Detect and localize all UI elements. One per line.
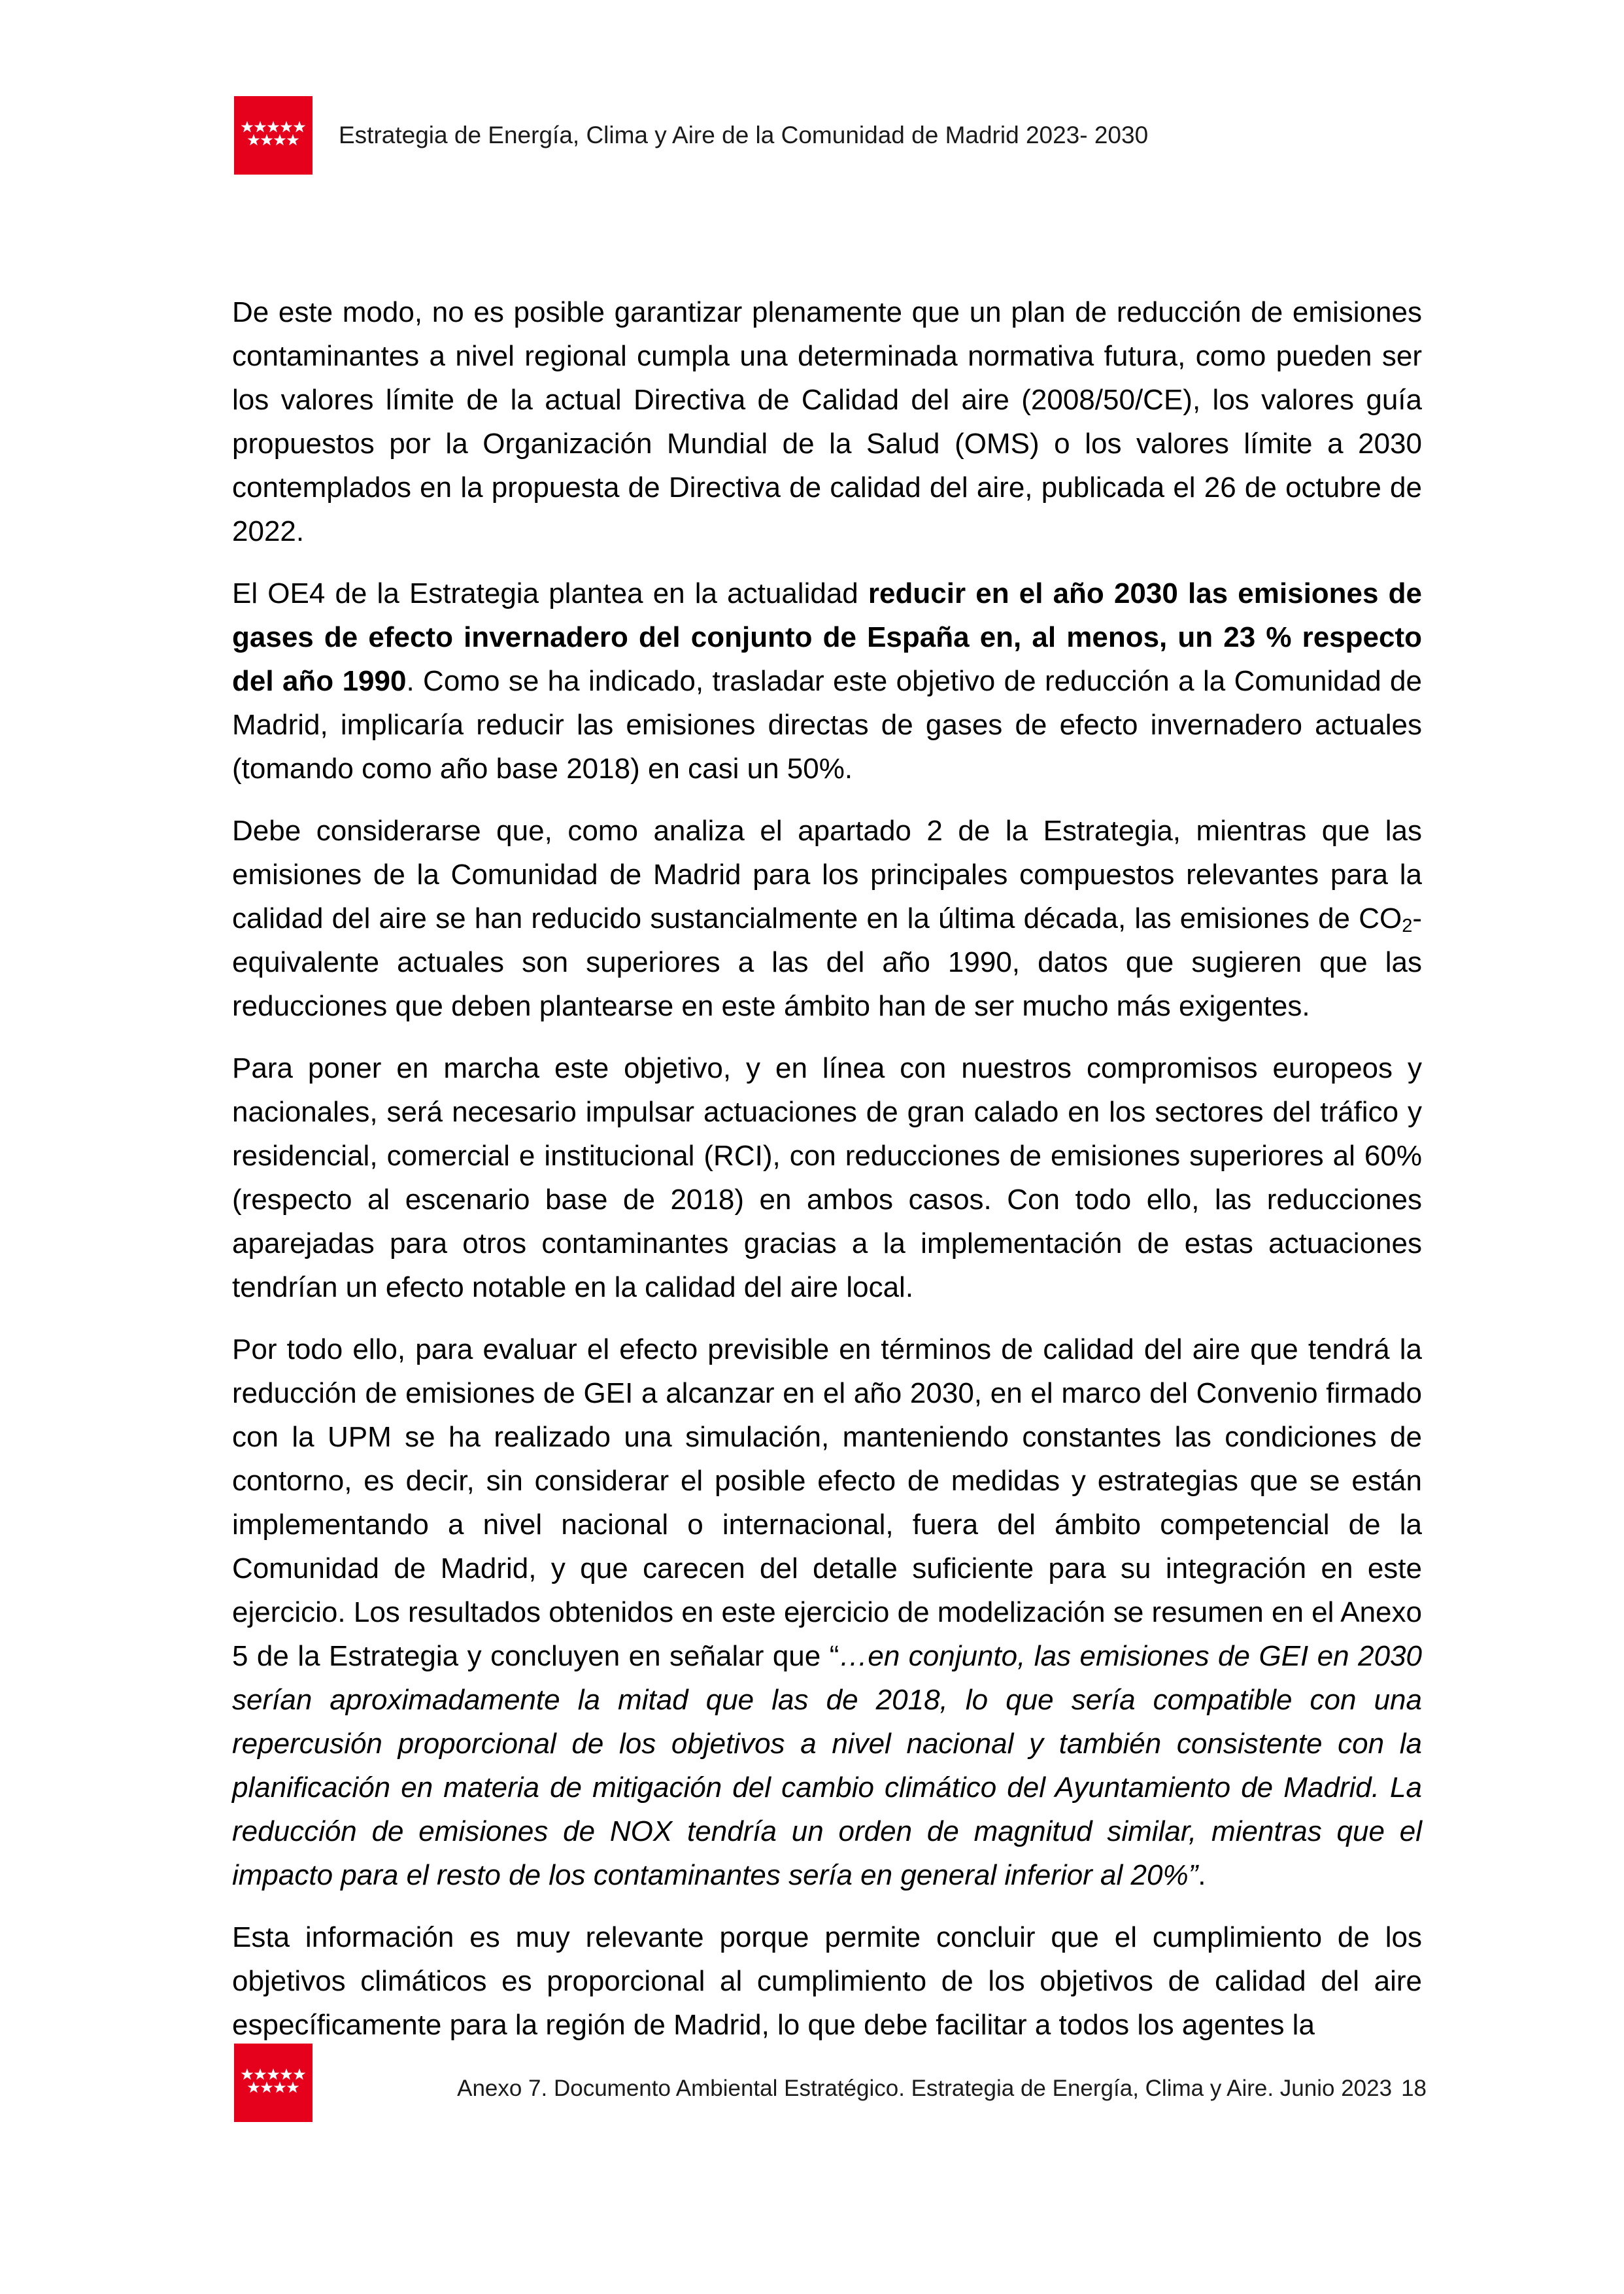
- paragraph-3: [232, 809, 1422, 1028]
- paragraph-3-lead: Debe considerarse que, como analiza el apartado 2 de la Estrategia, mientras que las emisiones de la Comunidad de Madrid para los principales compuestos relevantes para la calidad del aire se han reducido sustancialmente en la última década, las emisiones de CO: [232, 815, 1422, 934]
- co2-subscript: 2: [1402, 916, 1413, 936]
- paragraph-3-rest: -equivalente actuales son superiores a las del año 1990, datos que sugieren que las reducciones que deben plantearse en este ámbito han de ser mucho más exigentes.: [232, 902, 1422, 1022]
- footer-logo: [234, 2044, 313, 2122]
- community-madrid-stars-icon: [234, 2044, 313, 2122]
- paragraph-4: Para poner en marcha este objetivo, y en línea con nuestros compromisos europeos y nacionales, será necesario impulsar actuaciones de gran calado en los sectores del tráfico y residencial, comercial e institucional (RCI), con reducciones de emisiones superiores al 60% (respecto al escenario base de 2018) en ambos casos. Con todo ello, las reducciones aparejadas para otros contaminantes gracias a la implementación de estas actuaciones tendrían un efecto notable en la calidad del aire local.: [232, 1052, 1422, 1303]
- paragraph-2-rest: . Como se ha indicado, trasladar este objetivo de reducción a la Comunidad de Madrid, implicaría reducir las emisiones directas de gases de efecto invernadero actuales (tomando como año base 2018) en casi un 50%.: [232, 665, 1422, 785]
- paragraph-5: [232, 1327, 1422, 1897]
- paragraph-6: Esta información es muy relevante porque permite concluir que el cumplimiento de los objetivos climáticos es proporcional al cumplimiento de los objetivos de calidad del aire específicamente para la región de Madrid, lo que debe facilitar a todos los agentes la: [232, 1921, 1422, 2041]
- header-logo: [234, 96, 313, 175]
- footer-title: Anexo 7. Documento Ambiental Estratégico. Estrategia de Energía, Clima y Aire. Junio 2023: [457, 2076, 1393, 2101]
- paragraph-5-rest: .: [1198, 1859, 1206, 1891]
- paragraph-2-bold: reducir en el año 2030 las emisiones de gases de efecto invernadero del conjunto de España en, al menos, un 23 % respecto del año 1990: [232, 577, 1422, 697]
- paragraph-2-lead: El OE4 de la Estrategia plantea en la actualidad: [232, 577, 868, 609]
- paragraph-5-quote: …en conjunto, las emisiones de GEI en 2030 serían aproximadamente la mitad que las de 2018, lo que sería compatible con una repercusión proporcional de los objetivos a nivel nacional y también consistente con la planificación en materia de mitigación del cambio climático del Ayuntamiento de Madrid. La reducción de emisiones de NOX tendría un orden de magnitud similar, mientras que el impacto para el resto de los contaminantes sería en general inferior al 20%”: [232, 1640, 1422, 1891]
- community-madrid-stars-icon: [234, 96, 313, 175]
- paragraph-1: De este modo, no es posible garantizar plenamente que un plan de reducción de emisiones contaminantes a nivel regional cumpla una determinada normativa futura, como pueden ser los valores límite de la actual Directiva de Calidad del aire (2008/50/CE), los valores guía propuestos por la Organización Mundial de la Salud (OMS) o los valores límite a 2030 contemplados en la propuesta de Directiva de calidad del aire, publicada el 26 de octubre de 2022.: [232, 296, 1422, 547]
- paragraph-2: [232, 572, 1422, 791]
- document-footer: [457, 2076, 1427, 2102]
- page-number: 18: [1401, 2076, 1427, 2101]
- paragraph-5-lead: Por todo ello, para evaluar el efecto previsible en términos de calidad del aire que tendrá la reducción de emisiones de GEI a alcanzar en el año 2030, en el marco del Convenio firmado con la UPM se ha realizado una simulación, manteniendo constantes las condiciones de contorno, es decir, sin considerar el posible efecto de medidas y estrategias que se están implementando a nivel nacional o internacional, fuera del ámbito competencial de la Comunidad de Madrid, y que carecen del detalle suficiente para su integración en este ejercicio. Los resultados obtenidos en este ejercicio de modelización se resumen en el Anexo 5 de la Estrategia y concluyen en señalar que “: [232, 1333, 1422, 1672]
- document-header-title: Estrategia de Energía, Clima y Aire de la Comunidad de Madrid 2023- 2030: [339, 122, 1149, 148]
- document-body: [232, 290, 1422, 2065]
